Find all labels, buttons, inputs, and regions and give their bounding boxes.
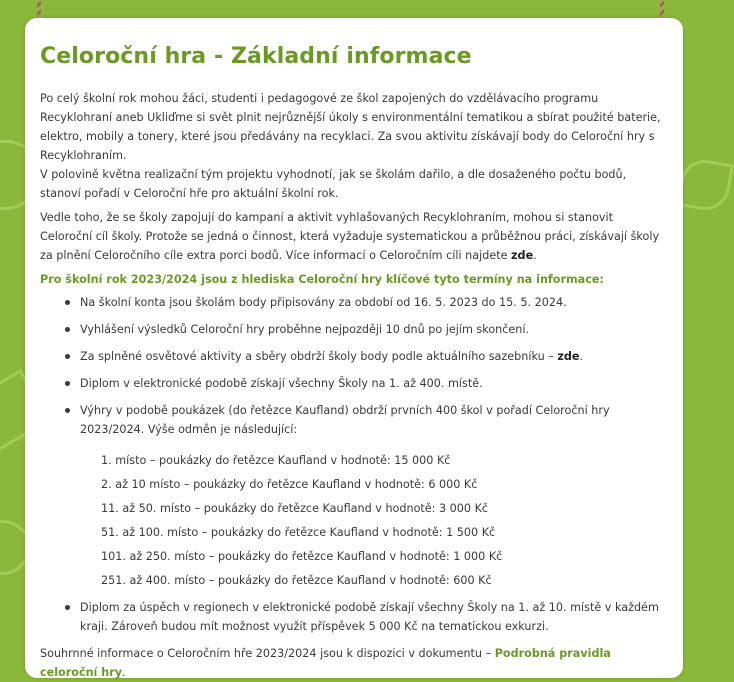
- list-item-text: Výhry v podobě poukázek (do řetězce Kaufland) obdrží prvních 400 škol v pořadí Celoroční hry 2023/2024. Výše odměn je následující:: [80, 404, 610, 436]
- prize-item: 251. až 400. místo – poukázky do řetězce Kaufland v hodnotě: 600 Kč: [101, 574, 492, 587]
- list-item: [40, 401, 668, 590]
- prize-item: 2. až 10 místo – poukázky do řetězce Kaufland v hodnotě: 6 000 Kč: [101, 478, 478, 491]
- list-item: Vyhlášení výsledků Celoroční hry proběhne nejpozději 10 dnů po jejím skončení.: [40, 320, 668, 339]
- background-leaf-decoration: [676, 156, 734, 214]
- key-dates-list: [40, 293, 668, 636]
- list-item: Diplom za úspěch v regionech v elektronické podobě získají všechny Školy na 1. až 10. místě v každém kraji. Zároveň budou mít možnost využít příspěvek 5 000 Kč na tematickou exkurzi.: [40, 598, 668, 636]
- footer-text-end: .: [122, 666, 126, 679]
- key-dates-heading: Pro školní rok 2023/2024 jsou z hlediska Celoroční hry klíčové tyto termíny na informace:: [40, 273, 604, 286]
- prize-item: 51. až 100. místo – poukázky do řetězce Kaufland v hodnotě: 1 500 Kč: [101, 526, 496, 539]
- list-item-text-end: .: [579, 350, 584, 363]
- prize-item: 11. až 50. místo – poukázky do řetězce Kaufland v hodnotě: 3 000 Kč: [101, 502, 489, 515]
- footer-paragraph: [40, 644, 668, 682]
- content-card: [25, 18, 683, 678]
- list-item: [40, 347, 668, 366]
- goal-paragraph: [40, 208, 668, 265]
- list-item-text: Za splněné osvětové aktivity a sběry obdrží školy body podle aktuálního sazebníku –: [80, 350, 558, 363]
- goal-text: Vedle toho, že se školy zapojují do kampaní a aktivit vyhlašovaných Recyklohraním, mohou si stanovit Celoroční cíl školy. Protože se jedná o činnost, která vyžaduje systematickou a průběžnou práci, získávají školy za plnění Celoročního cíle extra porci bodů. Více informací o Celoročním cíli najdete: [40, 211, 660, 262]
- footer-text: Souhrnné informace o Celoročním hře 2023/2024 jsou k dispozici v dokumentu –: [40, 647, 495, 660]
- goal-info-link[interactable]: zde: [511, 249, 534, 262]
- prize-item: 101. až 250. místo – poukázky do řetězce Kaufland v hodnotě: 1 000 Kč: [101, 550, 503, 563]
- rules-document-link[interactable]: Podrobná pravidla celoroční hry: [40, 647, 611, 679]
- list-item: Na školní konta jsou školám body připisovány za období od 16. 5. 2023 do 15. 5. 2024.: [40, 293, 668, 312]
- page-title: Celoroční hra - Základní informace: [40, 44, 472, 69]
- intro-paragraph-2: V polovině května realizační tým projektu vyhodnotí, jak se školám dařilo, a dle dosaženého počtu bodů, stanoví pořadí v Celoroční hře pro aktuální školní rok.: [40, 168, 627, 200]
- list-item: Diplom v elektronické podobě získají všechny Školy na 1. až 400. místě.: [40, 374, 668, 393]
- intro-paragraph: Po celý školní rok mohou žáci, studenti i pedagogové ze škol zapojených do vzdělávacího programu Recyklohraní aneb Ukliďme si svět plnit nejrůznější úkoly s environmentální tematikou a sbírat použité baterie, elektro, mobily a tonery, které jsou předávány na recyklaci. Za svou aktivitu získávají body do Celoroční hry s Recyklohraním.: [40, 92, 661, 162]
- goal-text-end: .: [533, 249, 537, 262]
- prize-list: [101, 451, 668, 590]
- points-rates-link[interactable]: zde: [557, 350, 580, 363]
- prize-item: 1. místo – poukázky do řetězce Kaufland v hodnotě: 15 000 Kč: [101, 454, 451, 467]
